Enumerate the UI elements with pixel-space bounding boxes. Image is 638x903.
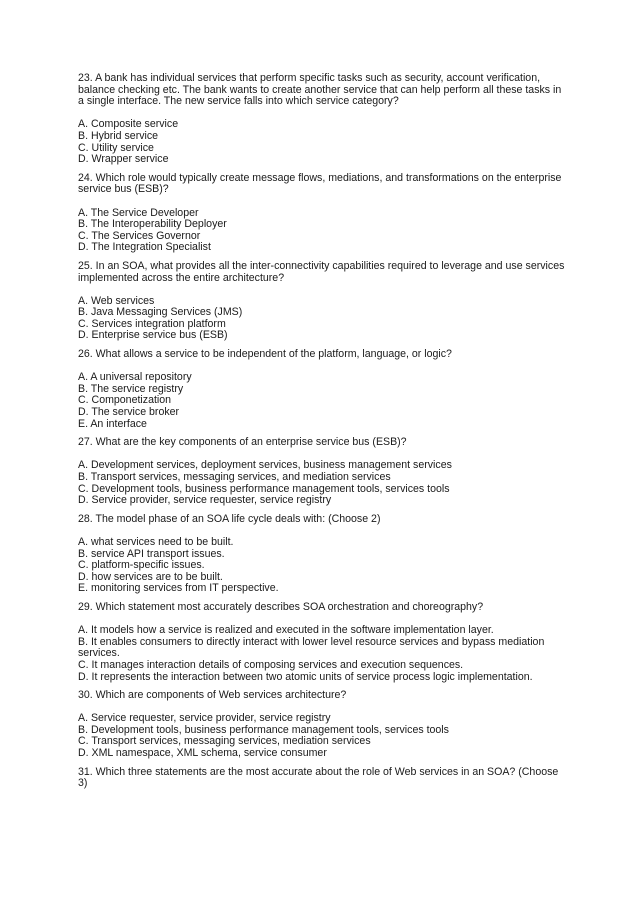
- option: B. The service registry: [78, 382, 184, 395]
- option: A. Composite service: [78, 118, 179, 131]
- option: C. Development tools, business performance management tools, services tools: [78, 482, 450, 495]
- option: A. Development services, deployment services, business management services: [78, 459, 452, 472]
- question-text: 27. What are the key components of an enterprise service bus (ESB)?: [78, 436, 407, 449]
- option-list: [78, 625, 566, 683]
- option: A. what services need to be built.: [78, 535, 234, 548]
- option: D. Enterprise service bus (ESB): [78, 329, 228, 342]
- question-25: [78, 261, 566, 342]
- document-page: [78, 73, 566, 790]
- option-list: [78, 296, 566, 342]
- option-list: [78, 537, 566, 595]
- option: B. Hybrid service: [78, 129, 159, 142]
- option-list: [78, 372, 566, 430]
- option-list: [78, 713, 566, 759]
- option: A. Service requester, service provider, service registry: [78, 712, 331, 725]
- option: C. It manages interaction details of composing services and execution sequences.: [78, 658, 464, 671]
- question-text: 23. A bank has individual services that perform specific tasks such as security, account verification, balance checking etc. The bank wants to create another service that can help perform all these tasks in a single interface. The new service falls into which service category?: [78, 72, 562, 108]
- option: C. The Services Governor: [78, 229, 201, 242]
- option: E. An interface: [78, 417, 147, 430]
- question-text: 29. Which statement most accurately describes SOA orchestration and choreography?: [78, 600, 484, 613]
- question-26: [78, 349, 566, 430]
- question-text: 28. The model phase of an SOA life cycle deals with: (Choose 2): [78, 512, 381, 525]
- option: B. Java Messaging Services (JMS): [78, 306, 243, 319]
- question-30: [78, 690, 566, 760]
- question-text: 30. Which are components of Web services architecture?: [78, 689, 347, 702]
- option: A. Web services: [78, 294, 155, 307]
- question-31: [78, 767, 566, 790]
- option: E. monitoring services from IT perspective.: [78, 582, 279, 595]
- option: D. The service broker: [78, 406, 180, 419]
- option: B. The Interoperability Deployer: [78, 218, 227, 231]
- question-27: [78, 437, 566, 507]
- option: C. Componetization: [78, 394, 172, 407]
- question-28: [78, 514, 566, 595]
- option: D. It represents the interaction between two atomic units of service process logic implementation.: [78, 670, 533, 683]
- question-23: [78, 73, 566, 166]
- question-text: 25. In an SOA, what provides all the inter-connectivity capabilities required to leverage and use services implemented across the entire architecture?: [78, 259, 565, 284]
- option: D. The Integration Specialist: [78, 241, 211, 254]
- option: D. Service provider, service requester, service registry: [78, 494, 332, 507]
- option-list: [78, 460, 566, 506]
- option: D. how services are to be built.: [78, 570, 223, 583]
- question-text: 31. Which three statements are the most accurate about the role of Web services in an SOA? (Choose 3): [78, 765, 559, 790]
- option: A. A universal repository: [78, 371, 192, 384]
- option: B. Development tools, business performance management tools, services tools: [78, 723, 449, 736]
- option: B. Transport services, messaging services, and mediation services: [78, 471, 391, 483]
- option: A. It models how a service is realized and executed in the software implementation layer.: [78, 624, 494, 637]
- option: D. Wrapper service: [78, 153, 169, 166]
- option-list: [78, 208, 566, 254]
- option: B. service API transport issues.: [78, 547, 225, 560]
- option: A. The Service Developer: [78, 206, 199, 219]
- question-text: 24. Which role would typically create message flows, mediations, and transformations on the enterprise service bus (ESB)?: [78, 171, 562, 196]
- option: C. platform-specific issues.: [78, 559, 205, 572]
- option: C. Utility service: [78, 141, 154, 154]
- option: D. XML namespace, XML schema, service consumer: [78, 747, 327, 760]
- option: C. Transport services, messaging services, mediation services: [78, 735, 371, 748]
- option-list: [78, 119, 566, 165]
- question-24: [78, 173, 566, 254]
- option: C. Services integration platform: [78, 317, 226, 330]
- option: B. It enables consumers to directly interact with lower level resource services and bypass mediation services.: [78, 635, 545, 660]
- question-text: 26. What allows a service to be independent of the platform, language, or logic?: [78, 348, 452, 361]
- question-29: [78, 602, 566, 683]
